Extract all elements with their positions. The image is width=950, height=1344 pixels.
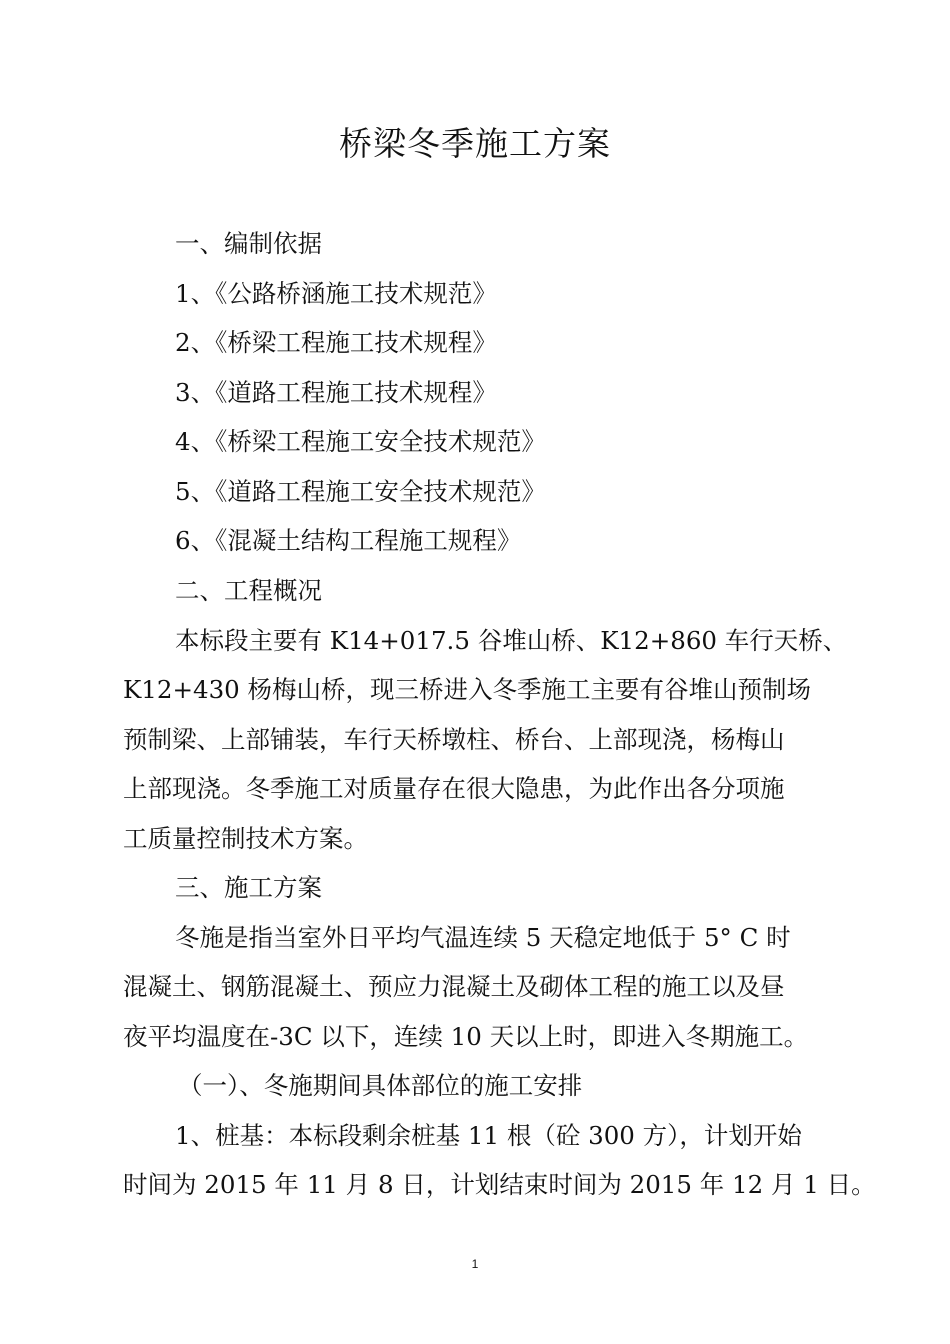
overview-paragraph-line: 上部现浇。冬季施工对质量存在很大隐患，为此作出各分项施: [123, 774, 785, 803]
page-title: 桥梁冬季施工方案: [339, 124, 611, 163]
plan-paragraph-line: 冬施是指当室外日平均气温连续 5 天稳定地低于 5° C 时: [175, 923, 791, 952]
reference-item: 5、《道路工程施工安全技术规范》: [175, 477, 546, 506]
overview-paragraph-line: K12+430 杨梅山桥，现三桥进入冬季施工主要有谷堆山预制场: [123, 675, 812, 704]
subsection-heading-schedule: （一）、冬施期间具体部位的施工安排: [178, 1071, 583, 1100]
section-heading-basis: 一、编制依据: [175, 229, 322, 258]
reference-item: 1、《公路桥涵施工技术规范》: [175, 279, 497, 308]
section-heading-overview: 二、工程概况: [175, 576, 322, 605]
schedule-item-line: 1、桩基：本标段剩余桩基 11 根（砼 300 方），计划开始: [175, 1121, 802, 1150]
reference-item: 4、《桥梁工程施工安全技术规范》: [175, 427, 546, 456]
plan-paragraph-line: 混凝土、钢筋混凝土、预应力混凝土及砌体工程的施工以及昼: [123, 972, 785, 1001]
reference-item: 6、《混凝土结构工程施工规程》: [175, 526, 522, 555]
reference-item: 3、《道路工程施工技术规程》: [175, 378, 497, 407]
overview-paragraph-line: 工质量控制技术方案。: [123, 824, 368, 853]
reference-item: 2、《桥梁工程施工技术规程》: [175, 328, 497, 357]
overview-paragraph-line: 本标段主要有 K14+017.5 谷堆山桥、K12+860 车行天桥、: [175, 626, 848, 655]
page-number: 1: [471, 1257, 479, 1271]
overview-paragraph-line: 预制梁、上部铺装，车行天桥墩柱、桥台、上部现浇，杨梅山: [123, 725, 785, 754]
schedule-item-line: 时间为 2015 年 11 月 8 日，计划结束时间为 2015 年 12 月 1 日。: [123, 1170, 876, 1199]
section-heading-plan: 三、施工方案: [175, 873, 322, 902]
plan-paragraph-line: 夜平均温度在-3C 以下，连续 10 天以上时，即进入冬期施工。: [123, 1022, 809, 1051]
